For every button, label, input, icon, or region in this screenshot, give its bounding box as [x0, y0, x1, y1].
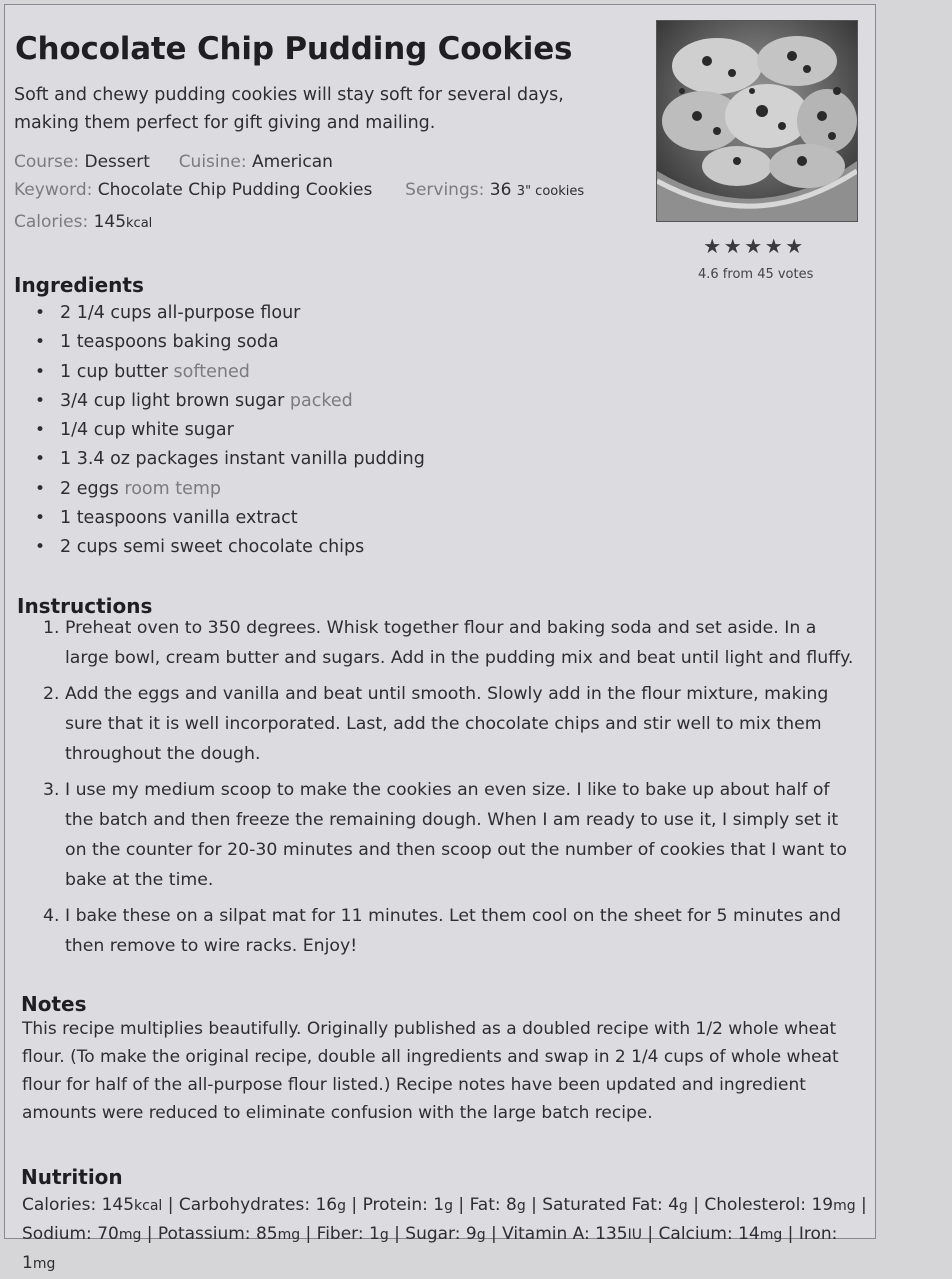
ingredients-list: [35, 299, 425, 563]
nutrition-label: Fat:: [469, 1195, 501, 1215]
ingredient-item: [35, 475, 425, 504]
recipe-summary: Soft and chewy pudding cookies will stay soft for several days, making them perfect for gift giving and mailing.: [14, 85, 564, 133]
rating-text: 4.6 from 45 votes: [698, 267, 814, 282]
nutrition-item: [659, 1224, 783, 1244]
ingredient-text: 2 cups semi sweet chocolate chips: [60, 537, 365, 558]
nutrition-label: Potassium:: [157, 1224, 251, 1244]
nutrition-value: 85: [255, 1224, 278, 1244]
ingredient-text: 2 1/4 cups all-purpose flour: [60, 303, 301, 323]
ingredient-item: [35, 416, 425, 445]
instruction-step: [43, 613, 863, 673]
nutrition-value: 145: [101, 1195, 135, 1215]
ingredient-item: [35, 387, 425, 416]
nutrition-item: [470, 1195, 526, 1215]
rating-stars[interactable]: [702, 235, 805, 257]
servings-label: Servings:: [405, 180, 485, 200]
cuisine-label: Cuisine:: [178, 152, 247, 172]
nutrition-unit: mg: [277, 1227, 301, 1243]
nutrition-value: 4: [668, 1195, 679, 1215]
ingredient-text: 1 cup butter: [60, 361, 168, 382]
recipe-title: Chocolate Chip Pudding Cookies: [15, 31, 573, 67]
nutrition-unit: g: [337, 1198, 347, 1214]
ingredient-text: 3/4 cup light brown sugar: [60, 390, 285, 411]
ingredient-item: [35, 328, 425, 357]
cookies-photo-graphic: [657, 21, 857, 221]
nutrition-label: Vitamin A:: [502, 1224, 590, 1244]
ingredient-note: packed: [289, 390, 353, 411]
nutrition-unit: IU: [627, 1227, 642, 1243]
nutrition-unit: g: [516, 1198, 526, 1214]
nutrition-label: Saturated Fat:: [542, 1195, 663, 1215]
nutrition-value: 16: [315, 1195, 338, 1215]
course-label: Course:: [14, 152, 80, 172]
step-text: Add the eggs and vanilla and beat until smooth. Slowly add in the flour mixture, making sure that it is well incorporated. Last, add the chocolate chips and stir well to mix them throughout the dough.: [65, 684, 829, 764]
nutrition-label: Sodium:: [22, 1224, 92, 1244]
star-icon[interactable]: ★: [723, 234, 742, 258]
step-number: 4.: [43, 906, 60, 926]
step-number: 1.: [43, 618, 60, 638]
instructions-heading: Instructions: [17, 594, 153, 618]
nutrition-label: Calories:: [22, 1195, 97, 1215]
step-number: 2.: [43, 684, 60, 704]
nutrition-unit: mg: [32, 1256, 56, 1272]
instruction-step: [43, 679, 863, 769]
calories-value: 145: [93, 212, 127, 232]
nutrition-value: 1: [22, 1253, 33, 1273]
calories-unit: kcal: [126, 216, 153, 231]
star-icon[interactable]: ★: [703, 234, 722, 258]
ingredient-note: softened: [173, 361, 250, 382]
cookies-photo: [656, 20, 858, 222]
nutrition-label: Fiber:: [316, 1224, 364, 1244]
nutrition-unit: g: [678, 1198, 688, 1214]
step-number: 3.: [43, 780, 60, 800]
ingredient-item: [35, 299, 425, 328]
nutrition-value: 1: [369, 1224, 380, 1244]
star-icon[interactable]: ★: [744, 234, 763, 258]
servings-value: 36: [489, 180, 512, 200]
nutrition-item: [22, 1195, 162, 1215]
ingredient-item: [35, 504, 425, 533]
ingredient-item: [35, 533, 425, 562]
keyword-value: Chocolate Chip Pudding Cookies: [97, 180, 373, 200]
nutrition-value: 1: [433, 1195, 445, 1215]
nutrition-item: [22, 1224, 141, 1244]
ingredient-text: 2 eggs: [60, 478, 119, 499]
step-text: I bake these on a silpat mat for 11 minutes. Let them cool on the sheet for 5 minutes and then remove to wire racks. Enjoy!: [65, 906, 841, 956]
nutrition-item: [542, 1195, 688, 1215]
star-icon[interactable]: ★: [785, 234, 804, 258]
instructions-list: [43, 613, 863, 967]
nutrition-value: 8: [506, 1195, 517, 1215]
nutrition-item: [317, 1224, 389, 1244]
ingredient-text: 1 teaspoons baking soda: [60, 332, 279, 353]
step-text: I use my medium scoop to make the cookies an even size. I like to bake up about half of the batch and then freeze the remaining dough. When I am ready to use it, I simply set it on the counter for 20-30 minutes and then scoop out the number of cookies that I want to bake at the time.: [65, 780, 847, 890]
nutrition-item: [179, 1195, 346, 1215]
nutrition-unit: g: [476, 1227, 486, 1243]
ingredient-note: room temp: [124, 478, 222, 499]
nutrition-label: Sugar:: [405, 1224, 461, 1244]
nutrition-heading: Nutrition: [21, 1165, 123, 1189]
nutrition-item: [405, 1224, 485, 1244]
nutrition-item: [502, 1224, 642, 1244]
nutrition-unit: kcal: [134, 1198, 163, 1214]
cuisine-value: American: [252, 152, 333, 172]
step-text: Preheat oven to 350 degrees. Whisk together flour and baking soda and set aside. In a large bowl, cream butter and sugars. Add in the pudding mix and beat until light and fluffy.: [65, 618, 854, 668]
instruction-step: [43, 901, 863, 961]
star-icon[interactable]: ★: [764, 234, 783, 258]
nutrition-unit: mg: [118, 1227, 142, 1243]
nutrition-facts: Calories: 145kcal | Carbohydrates: 16g | Protein: 1g | Fat: 8g | Saturated Fat: 4g | Cholesterol: 19mg | Sodium: 70mg | Potassium: 85mg | Fiber: 1g | Sugar: 9g | Vitamin A: 135IU | Calcium: 14mg | Iron: 1mg: [22, 1195, 867, 1273]
notes-heading: Notes: [21, 992, 87, 1016]
meta-row-keyword: [14, 180, 584, 200]
nutrition-value: 19: [811, 1195, 834, 1215]
nutrition-value: 135: [595, 1224, 628, 1244]
nutrition-value: 14: [738, 1224, 760, 1244]
nutrition-value: 70: [97, 1224, 119, 1244]
course-value: Dessert: [84, 152, 150, 172]
nutrition-unit: mg: [833, 1198, 856, 1214]
meta-row-course: [14, 152, 333, 172]
instruction-step: [43, 775, 863, 895]
nutrition-value: 9: [465, 1224, 477, 1244]
notes-text: This recipe multiplies beautifully. Originally published as a doubled recipe with 1/2 whole wheat flour. (To make the original recipe, double all ingredients and swap in 2 1/4 cups of whole wheat flour for half of the all-purpose flour listed.) Recipe notes have been updated and ingredient amounts were reduced to eliminate confusion with the large batch recipe.: [22, 1019, 839, 1123]
nutrition-label: Calcium:: [658, 1224, 733, 1244]
nutrition-unit: mg: [759, 1227, 783, 1243]
nutrition-label: Cholesterol:: [704, 1195, 807, 1215]
nutrition-label: Iron:: [798, 1224, 838, 1244]
nutrition-unit: g: [379, 1227, 389, 1243]
nutrition-unit: g: [444, 1198, 454, 1214]
ingredient-item: [35, 445, 425, 474]
nutrition-label: Carbohydrates:: [178, 1195, 311, 1215]
ingredient-item: [35, 358, 425, 387]
calories-label: Calories:: [14, 212, 89, 232]
recipe-card: [4, 4, 876, 1273]
ingredients-heading: Ingredients: [14, 273, 144, 297]
nutrition-item: [704, 1195, 855, 1215]
nutrition-item: [158, 1224, 300, 1244]
keyword-label: Keyword:: [14, 180, 93, 200]
nutrition-label: Protein:: [362, 1195, 428, 1215]
meta-row-calories: [14, 212, 152, 232]
servings-unit: 3" cookies: [516, 184, 585, 199]
ingredient-text: 1/4 cup white sugar: [60, 420, 234, 441]
ingredient-text: 1 teaspoons vanilla extract: [60, 508, 298, 529]
ingredient-text: 1 3.4 oz packages instant vanilla pudding: [60, 449, 425, 470]
nutrition-item: [363, 1195, 453, 1215]
